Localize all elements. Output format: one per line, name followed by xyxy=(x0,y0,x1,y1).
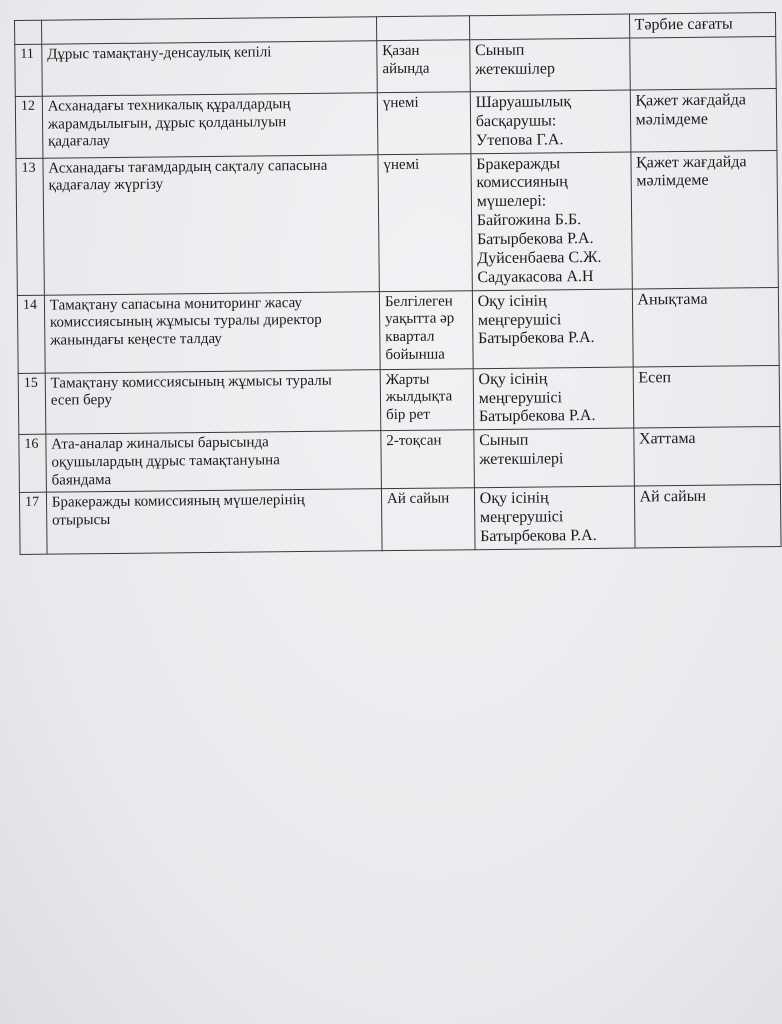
table-row xyxy=(18,365,780,435)
time-cell-line: бір рет xyxy=(385,406,430,424)
task-cell-line: Ата-аналар жиналысы барысында xyxy=(51,434,269,453)
form-cell xyxy=(632,287,779,367)
time-cell xyxy=(377,40,470,93)
form-cell-line: мәлімдеме xyxy=(636,172,709,190)
responsible-cell-line: Шаруашылық xyxy=(475,93,572,112)
task-cell xyxy=(44,291,380,373)
form-cell xyxy=(630,150,778,289)
time-cell-line: үнемі xyxy=(383,156,420,173)
task-cell-line: Асханадағы техникалық құралдардың xyxy=(47,95,291,115)
row-number: 17 xyxy=(19,493,46,555)
responsible-cell-line: жетекшілер xyxy=(475,60,556,78)
task-cell xyxy=(43,154,380,295)
responsible-cell xyxy=(472,289,633,369)
time-cell-line: Ай сайын xyxy=(386,490,450,508)
time-cell-line: уақытта әр xyxy=(384,310,455,328)
time-cell xyxy=(381,488,474,551)
responsible-cell-line: комиссияның xyxy=(476,173,568,192)
responsible-cell xyxy=(474,486,634,549)
plan-table xyxy=(14,12,782,555)
responsible-cell-line: Оқу ісінің xyxy=(477,292,547,310)
table-row xyxy=(15,36,777,96)
responsible-cell-line: меңгерушісі xyxy=(478,388,563,407)
responsible-cell-line: Оқу ісінің xyxy=(478,370,548,388)
responsible-cell xyxy=(471,152,632,291)
table-row xyxy=(15,88,777,158)
task-cell-line: Тамақтану комиссиясының жұмысы туралы xyxy=(50,372,332,392)
task-cell-line: қадағалау жүргізу xyxy=(48,176,164,194)
responsible-cell-line: Сынып xyxy=(479,431,529,450)
task-cell xyxy=(41,17,376,44)
form-cell xyxy=(629,13,776,38)
task-cell-line: жанындағы кеңесте талдау xyxy=(50,330,222,349)
table-row xyxy=(16,150,778,295)
task-cell-line: оқушылардың дұрыс тамақтануына xyxy=(51,452,280,471)
time-cell xyxy=(381,430,474,489)
form-cell-line: Тәрбие сағаты xyxy=(634,15,733,34)
task-cell xyxy=(46,431,382,493)
form-cell-line: мәлімдеме xyxy=(635,110,708,129)
row-number: 14 xyxy=(17,295,45,373)
responsible-cell-line: Батырбекова Р.А. xyxy=(476,229,594,249)
table-row xyxy=(19,427,781,493)
form-cell-line: Қажет жағдайда xyxy=(635,91,746,110)
responsible-cell xyxy=(473,367,633,430)
responsible-cell-line: меңгерушісі xyxy=(477,310,562,329)
time-cell-line: айында xyxy=(382,60,430,77)
responsible-cell-line: мүшелері: xyxy=(476,192,547,211)
table-row xyxy=(17,287,779,373)
time-cell-line: 2-тоқсан xyxy=(386,432,442,450)
form-cell-line: Қажет жағдайда xyxy=(635,152,747,171)
row-number: 11 xyxy=(15,44,42,96)
task-cell-line: есеп беру xyxy=(50,392,113,409)
task-cell-line: отырысы xyxy=(51,512,111,529)
time-cell-line: Жарты xyxy=(385,371,430,388)
task-cell-line: қадағалау xyxy=(47,133,111,150)
responsible-cell-line: жетекшілері xyxy=(479,450,564,469)
time-cell xyxy=(380,368,473,431)
responsible-cell-line: Батырбекова Р.А. xyxy=(480,526,597,546)
responsible-cell-line: Сынып xyxy=(474,41,525,60)
task-cell-line: Дұрыс тамақтану-денсаулық кепілі xyxy=(47,44,272,63)
responsible-cell-line: Садуакасова А.Н xyxy=(477,267,594,286)
responsible-cell xyxy=(469,38,629,92)
task-cell xyxy=(46,489,382,554)
row-number: 12 xyxy=(15,96,42,158)
responsible-cell-line: басқарушы: xyxy=(475,112,557,130)
task-cell xyxy=(42,41,378,97)
row-number: 16 xyxy=(19,434,46,492)
responsible-cell xyxy=(474,428,634,488)
time-cell xyxy=(376,16,469,41)
responsible-cell-line: Оқу ісінің xyxy=(479,489,549,508)
responsible-cell-line: Батырбекова Р.А. xyxy=(478,407,596,426)
responsible-cell-line: Байгожина Б.Б. xyxy=(476,211,582,230)
responsible-cell-line: Утепова Г.А. xyxy=(475,130,564,149)
task-cell-line: Бракеражды комиссияның мүшелерінің xyxy=(51,492,305,511)
form-cell xyxy=(630,88,777,151)
responsible-cell-line: меңгерушісі xyxy=(479,508,564,527)
time-cell-line: жылдықта xyxy=(385,388,453,406)
time-cell xyxy=(378,153,472,291)
time-cell-line: үнемі xyxy=(382,94,419,112)
table-row xyxy=(19,485,781,555)
time-cell-line: Белгілеген xyxy=(384,293,453,310)
task-cell-line: комиссиясының жұмысы туралы директор xyxy=(49,312,322,331)
responsible-cell-line: Бракеражды xyxy=(476,154,561,173)
form-cell-line: Ай сайын xyxy=(639,488,707,506)
task-cell-line: жарамдылығын, дұрыс қолданылуын xyxy=(47,113,287,133)
form-cell xyxy=(634,485,781,548)
task-cell-line: баяндама xyxy=(51,471,112,489)
task-cell xyxy=(42,93,378,158)
responsible-cell xyxy=(469,14,629,40)
time-cell-line: квартал xyxy=(385,328,435,346)
task-cell-line: Асханадағы тағамдардың сақталу сапасына xyxy=(48,157,328,177)
task-cell-line: Тамақтану сапасына мониторинг жасау xyxy=(49,294,303,314)
form-cell-line: Хаттама xyxy=(638,430,696,448)
responsible-cell-line: Батырбекова Р.А. xyxy=(477,329,595,348)
time-cell xyxy=(379,290,473,369)
form-cell-line: Есеп xyxy=(638,368,672,387)
time-cell-line: бойынша xyxy=(385,346,446,363)
form-cell-line: Анықтама xyxy=(637,290,708,309)
responsible-cell-line: Дуйсенбаева С.Ж. xyxy=(477,248,602,268)
time-cell-line: Қазан xyxy=(382,42,420,60)
form-cell xyxy=(629,36,776,90)
row-number xyxy=(15,20,42,44)
time-cell xyxy=(377,92,470,155)
responsible-cell xyxy=(470,90,630,153)
form-cell xyxy=(633,365,780,428)
row-number: 15 xyxy=(18,373,45,435)
task-cell xyxy=(45,369,381,434)
form-cell xyxy=(633,427,780,487)
row-number: 13 xyxy=(16,158,44,295)
